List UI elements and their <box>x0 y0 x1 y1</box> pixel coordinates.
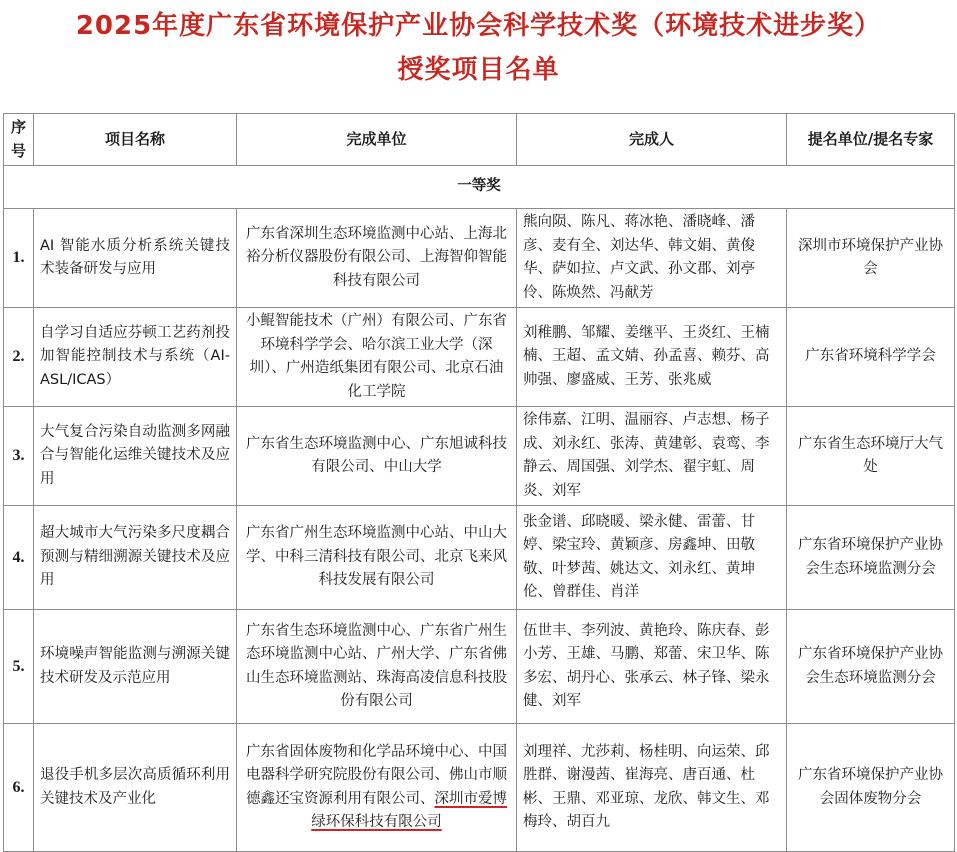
document-title: 2025年度广东省环境保护产业协会科学技术奖（环境技术进步奖） <box>75 11 882 41</box>
nominator: 广东省环境科学学会 <box>787 308 955 407</box>
completion-units: 广东省生态环境监测中心、广东旭诚科技有限公司、中山大学 <box>237 407 517 506</box>
row-seq: 5. <box>4 610 34 724</box>
project-name: 大气复合污染自动监测多网融合与智能化运维关键技术及应用 <box>34 407 237 506</box>
nominator: 广东省环境保护产业协会生态环境监测分会 <box>787 506 955 610</box>
table-row <box>4 308 955 407</box>
completion-units <box>237 724 517 852</box>
nominator: 广东省环境保护产业协会生态环境监测分会 <box>787 610 955 724</box>
row-seq: 3. <box>4 407 34 506</box>
completion-people: 刘理祥、尤莎莉、杨桂明、向运荣、邱胜群、谢漫茜、崔海亮、唐百通、杜彬、王鼎、邓亚琼、龙欣、韩文生、邓梅玲、胡百九 <box>517 724 787 852</box>
header-project-name: 项目名称 <box>34 114 237 166</box>
header-seq: 序号 <box>4 114 34 166</box>
row-seq: 6. <box>4 724 34 852</box>
award-level: 一等奖 <box>4 166 955 209</box>
completion-units: 小鲲智能技术（广州）有限公司、广东省环境科学学会、哈尔滨工业大学（深圳）、广州造纸集团有限公司、北京石油化工学院 <box>237 308 517 407</box>
nominator: 广东省环境保护产业协会固体废物分会 <box>787 724 955 852</box>
project-name: 退役手机多层次高质循环利用关键技术及产业化 <box>34 724 237 852</box>
completion-people: 徐伟嘉、江明、温丽容、卢志想、杨子成、刘永红、张涛、黄建彰、袁鸾、李静云、周国强、刘学杰、翟宇虹、周炎、刘军 <box>517 407 787 506</box>
nominator: 深圳市环境保护产业协会 <box>787 209 955 308</box>
header-people: 完成人 <box>517 114 787 166</box>
completion-people: 张金谱、邱晓暖、梁永健、雷蕾、甘婷、梁宝玲、黄颖彦、房鑫坤、田敬敬、叶梦茜、姚达文、刘永红、黄坤伦、曾群佳、肖洋 <box>517 506 787 610</box>
project-name: 超大城市大气污染多尺度耦合预测与精细溯源关键技术及应用 <box>34 506 237 610</box>
table-row <box>4 610 955 724</box>
header-units: 完成单位 <box>237 114 517 166</box>
project-name: AI 智能水质分析系统关键技术装备研发与应用 <box>34 209 237 308</box>
award-table <box>3 113 955 852</box>
document-subtitle: 授奖项目名单 <box>397 55 560 85</box>
row-seq: 2. <box>4 308 34 407</box>
table-row <box>4 407 955 506</box>
completion-units: 广东省深圳生态环境监测中心站、上海北裕分析仪器股份有限公司、上海智仰智能科技有限公司 <box>237 209 517 308</box>
nominator: 广东省生态环境厅大气处 <box>787 407 955 506</box>
completion-people: 熊向陨、陈凡、蒋冰艳、潘晓峰、潘彦、麦有全、刘达华、韩文娟、黄俊华、萨如拉、卢文武、孙文郡、刘亭伶、陈焕然、冯献芳 <box>517 209 787 308</box>
table-row <box>4 209 955 308</box>
completion-units: 广东省广州生态环境监测中心站、中山大学、中科三清科技有限公司、北京飞来风科技发展有限公司 <box>237 506 517 610</box>
completion-people: 伍世丰、李列波、黄艳玲、陈庆春、彭小芳、王雄、马鹏、郑蕾、宋卫华、陈多宏、胡丹心、张承云、林子锋、梁永健、刘军 <box>517 610 787 724</box>
header-nominator: 提名单位/提名专家 <box>787 114 955 166</box>
table-row <box>4 724 955 852</box>
completion-units: 广东省生态环境监测中心、广东省广州生态环境监测中心站、广州大学、广东省佛山生态环境监测站、珠海高凌信息科技股份有限公司 <box>237 610 517 724</box>
highlighted-unit: 深圳市爱博绿环保科技有限公司 <box>311 790 507 830</box>
table-row <box>4 506 955 610</box>
project-name: 环境噪声智能监测与溯源关键技术研发及示范应用 <box>34 610 237 724</box>
completion-people: 刘稚鹏、邹耀、姜继平、王炎红、王楠楠、王超、孟文婧、孙孟喜、赖芬、高帅强、廖盛威、王芳、张兆威 <box>517 308 787 407</box>
row-seq: 1. <box>4 209 34 308</box>
table-header-row <box>4 114 955 166</box>
row-seq: 4. <box>4 506 34 610</box>
completion-units-text: 广东省固体废物和化学品环境中心、中国电器科学研究院股份有限公司、佛山市顺德鑫还宝资源利用有限公司、 <box>246 743 507 807</box>
project-name: 自学习自适应芬顿工艺药剂投加智能控制技术与系统（AI-ASL/ICAS） <box>34 308 237 407</box>
award-level-row <box>4 166 955 209</box>
